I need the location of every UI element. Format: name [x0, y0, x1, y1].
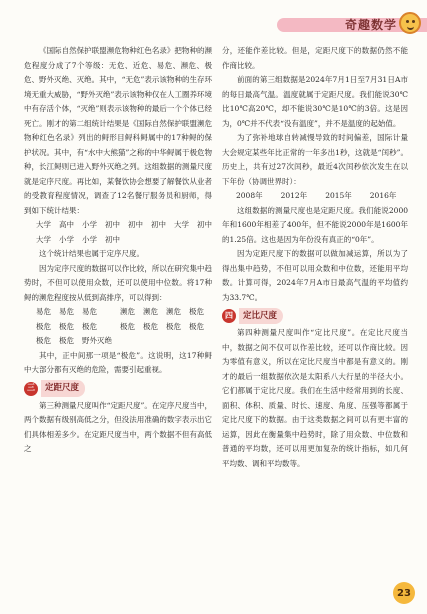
status-word: 濒危 [166, 307, 181, 316]
status-word: 极危 [120, 321, 135, 331]
right-column [222, 44, 408, 471]
left-column [24, 44, 212, 457]
left-paragraph-4: 其中，正中间那一项是“极危”。这说明，这17种鲟中大部分都有灭绝的危险，需要引起重视。 [24, 350, 212, 374]
education-word: 初中 [105, 234, 120, 244]
page-number: 23 [393, 582, 415, 604]
year-item: 2008年 [236, 191, 263, 200]
section-3-number: 三 [24, 382, 38, 396]
education-word: 大学 [36, 234, 51, 244]
education-word: 小学 [59, 234, 74, 244]
status-word: 极危 [36, 336, 51, 345]
status-word: 濒危 [143, 307, 158, 316]
year-item: 2015年 [325, 191, 352, 200]
education-word: 高中 [59, 220, 74, 229]
right-paragraph-4: 这组数据的测量尺度也是定距尺度。我们能说2000年和1600年相差了400年，但不能说2000年是1600年的1.25倍。这也是因为年份没有真正的“0年”。 [222, 205, 408, 244]
status-word: 极危 [189, 321, 204, 331]
education-word: 初中 [105, 220, 120, 229]
mascot-icon [399, 12, 421, 34]
section-4-title: 定比尺度 [239, 308, 283, 325]
section-3-title: 定距尺度 [41, 380, 85, 397]
leap-second-years [222, 189, 408, 204]
status-word: 极危 [143, 321, 158, 331]
status-word: 极危 [36, 321, 51, 331]
right-paragraph-2: 前面的第三组数据是2024年7月1日至7月31日A市的每日最高气温。温度就属于定距尺度。我们能说30℃比10℃高20℃，却不能说30℃是10℃的3倍。这是因为，0℃并不代表“没有温度”，并不是温度的起始值。 [222, 75, 408, 128]
left-paragraph-5: 第三种测量尺度叫作“定距尺度”。在定序尺度当中，两个数据有级别高低之分，但没法用准确的数字表示出它们具体相差多少。在定距尺度当中，两个数据不但有高低之 [24, 400, 212, 453]
status-word: 极危 [189, 307, 204, 316]
section-4-number: 四 [222, 309, 236, 323]
right-paragraph-6: 第四种测量尺度叫作“定比尺度”。在定比尺度当中，数据之间不仅可以作差比较，还可以作商比较。因为零值有意义，所以在定比尺度当中都是有意义的。刚才的最后一组数据依次是太阳系八大行星的半径大小。它们都属于定比尺度。我们在生活中经常用到的长度、面积、体积、质量、时长、速度、角度、压强等都属于定比尺度下的数据。由于这类数据之间可以有更丰富的运算，因此在衡量集中趋势时，除了用众数、中位数和普通的平均数，还可以用更加复杂的统计指标，如几何平均数、调和平均数等。 [222, 328, 408, 468]
right-paragraph-1: 分，还能作差比较。但是，定距尺度下的数据仍然不能作商比较。 [222, 46, 408, 70]
status-word: 濒危 [120, 307, 135, 316]
education-list [24, 218, 212, 247]
left-paragraph-3: 因为定序尺度的数据可以作比较，所以在研究集中趋势时，不但可以使用众数，还可以使用中位数。将17种鲟的濒危程度按从低到高排序，可以得到： [24, 263, 212, 302]
status-list [24, 305, 212, 349]
education-word: 初中 [151, 220, 166, 229]
section-3-heading [24, 381, 212, 397]
left-paragraph-1: 《国际自然保护联盟濒危物种红色名录》把物种的濒危程度分成了7个等级：无危、近危、易危、濒危、极危、野外灭绝、灭绝。其中，“无危”表示该物种的生存环境无重大威胁，“野外灭绝”表示该物种仅在人工圈养环境中有存活个体，“灭绝”则表示该物种的最后一个个体已经死亡。刚才的第二组统计结果是《国际自然保护联盟濒危物种红色名录》列出的鲟形目鲟科鲟属中的17种鲟的保护状况。其中，有“水中大熊猫”之称的中华鲟属于极危物种，长江鲟则已进入野外灭绝之列。这组数据的测量尺度就是定序尺度。再比如，某餐饮协会想要了解餐饮从业者的受教育程度情况，调查了12名餐厅服务员和厨师，得到如下统计结果： [24, 46, 212, 215]
education-word: 大学 [174, 220, 189, 229]
education-word: 初中 [128, 220, 143, 229]
status-word: 易危 [59, 307, 74, 316]
status-word: 极危 [59, 336, 74, 345]
header-title: 奇趣数学 [344, 18, 397, 32]
education-word: 小学 [82, 220, 97, 229]
header [277, 14, 427, 38]
left-paragraph-2: 这个统计结果也属于定序尺度。 [39, 249, 144, 258]
education-word: 大学 [36, 220, 51, 229]
status-word: 野外灭绝 [82, 336, 112, 345]
education-word: 初中 [197, 220, 212, 229]
education-word: 小学 [82, 234, 97, 244]
right-paragraph-5: 因为定距尺度下的数据可以做加减运算，所以为了得出集中趋势，不但可以用众数和中位数，还能用平均数。计算可得，2024年7月A市日最高气温的平均值约为33.7℃。 [222, 249, 408, 302]
year-item: 2012年 [280, 191, 308, 200]
right-paragraph-3: 为了弥补地球自转减慢导致的时间偏差，国际计量大会规定某些年比正常的一年多出1秒，这就是“闰秒”。历史上，共有过27次闰秒，最近4次闰秒依次发生在以下年份（协调世界时）： [222, 133, 408, 186]
status-word: 易危 [82, 307, 97, 316]
status-word: 极危 [82, 321, 97, 331]
section-4-heading [222, 308, 408, 324]
status-word: 易危 [36, 307, 51, 316]
status-word: 极危 [166, 321, 181, 331]
status-word: 极危 [59, 321, 74, 331]
year-item: 2016年 [369, 191, 397, 200]
